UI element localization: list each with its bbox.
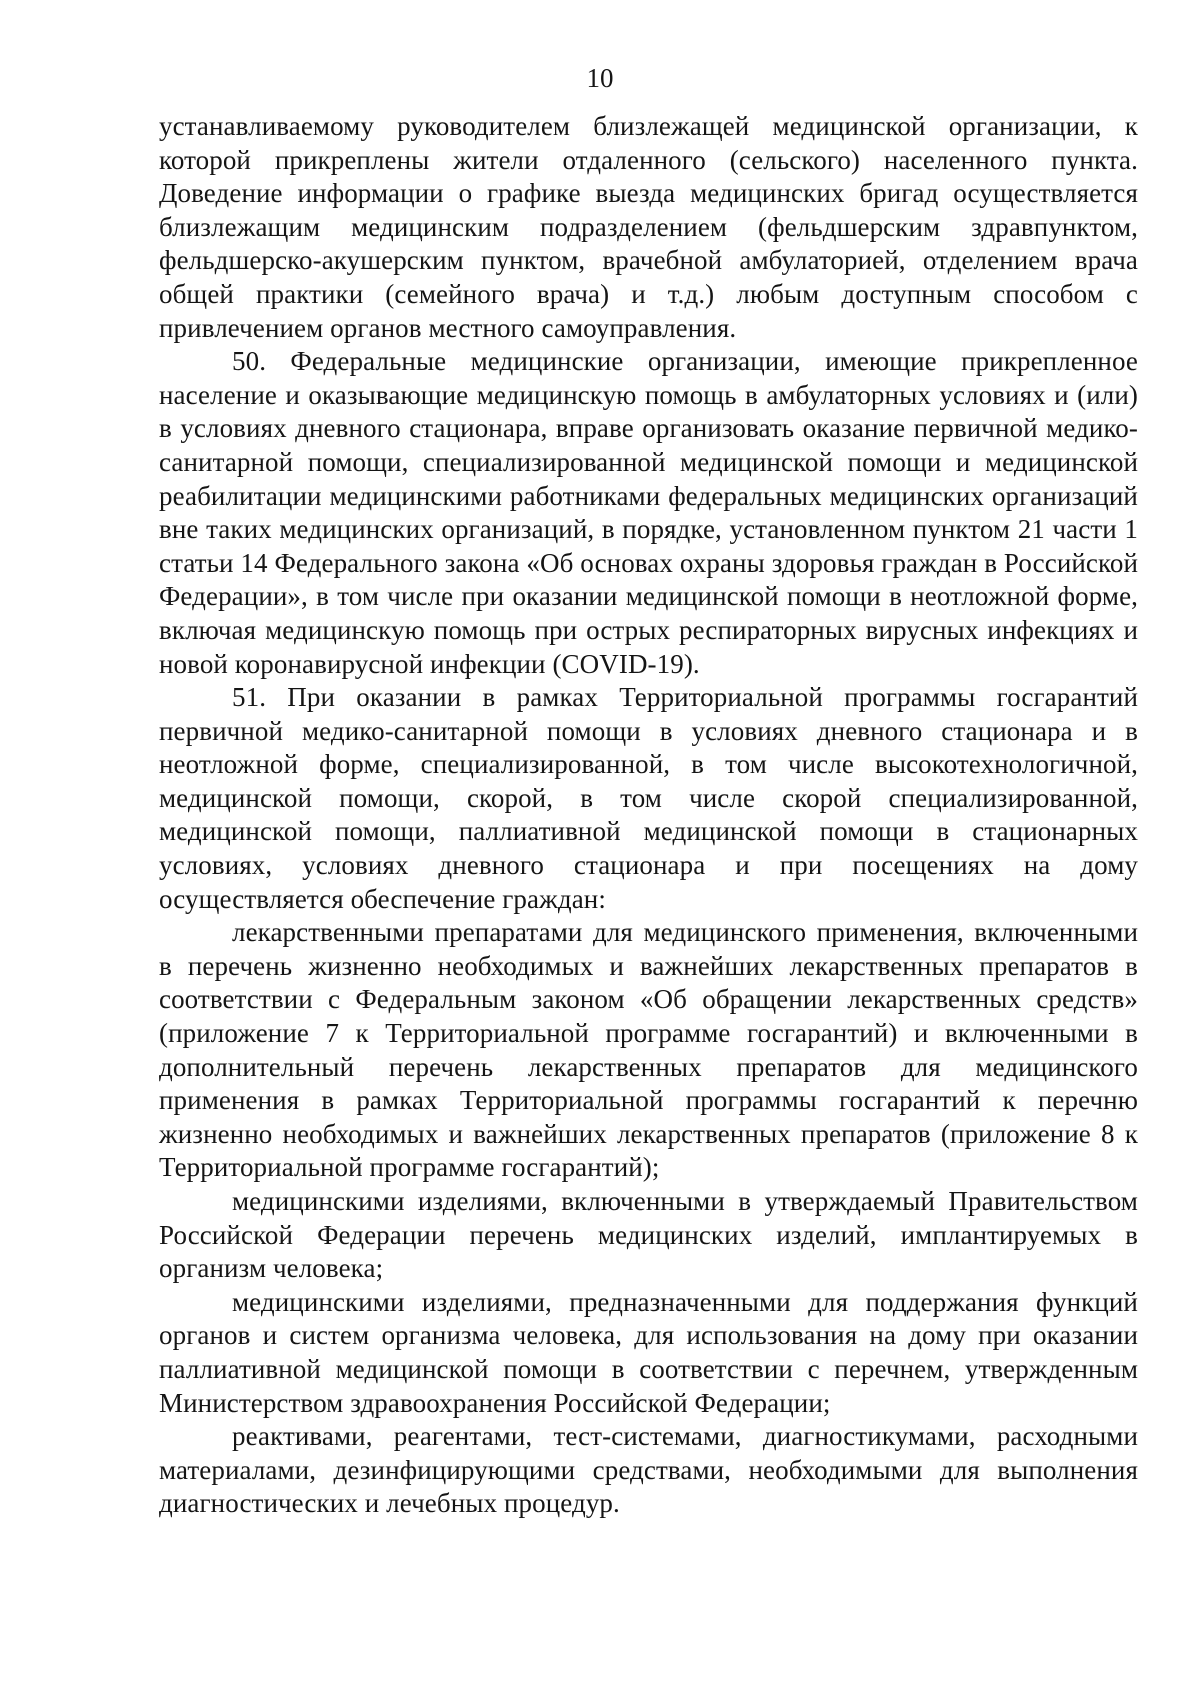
list-item-reagents: реактивами, реагентами, тест-системами, диагностикумами, расходными материалами, дезинфицирующими средствами, необходимыми для выполнения диагностических и лечебных процедур. <box>159 1421 1138 1519</box>
document-body <box>159 110 1138 1521</box>
list-item-implants: медицинскими изделиями, включенными в утверждаемый Правительством Российской Федерации перечень медицинских изделий, имплантируемых в организм человека; <box>159 1186 1138 1284</box>
paragraph-continuation: устанавливаемому руководителем близлежащей медицинской организации, к которой прикреплены жители отдаленного (сельского) населенного пункта. Доведение информации о графике выезда медицинских бригад осуществляется близлежащим медицинским подразделением (фельдшерским здравпунктом, фельдшерско-акушерским пунктом, врачебной амбулаторией, отделением врача общей практики (семейного врача) и т.д.) любым доступным способом с привлечением органов местного самоуправления. <box>159 111 1138 343</box>
paragraph-51: 51. При оказании в рамках Территориальной программы госгарантий первичной медико-санитарной помощи в условиях дневного стационара и в неотложной форме, специализированной, в том числе высокотехнологичной, медицинской помощи, скорой, в том числе скорой специализированной, медицинской помощи, паллиативной медицинской помощи в стационарных условиях, условиях дневного стационара и при посещениях на дому осуществляется обеспечение граждан: <box>159 682 1138 914</box>
paragraph-50: 50. Федеральные медицинские организации, имеющие прикрепленное население и оказывающие медицинскую помощь в амбулаторных условиях и (или) в условиях дневного стационара, вправе организовать оказание первичной медико-санитарной помощи, специализированной медицинской помощи и медицинской реабилитации медицинскими работниками федеральных медицинских организаций вне таких медицинских организаций, в порядке, установленном пунктом 21 части 1 статьи 14 Федерального закона «Об основах охраны здоровья граждан в Российской Федерации», в том числе при оказании медицинской помощи в неотложной форме, включая медицинскую помощь при острых респираторных вирусных инфекциях и новой коронавирусной инфекции (COVID-19). <box>159 346 1138 679</box>
list-item-drugs: лекарственными препаратами для медицинского применения, включенными в перечень жизненно необходимых и важнейших лекарственных препаратов в соответствии с Федеральным законом «Об обращении лекарственных средств» (приложение 7 к Территориальной программе госгарантий) и включенными в дополнительный перечень лекарственных препаратов для медицинского применения в рамках Территориальной программы госгарантий к перечню жизненно необходимых и важнейших лекарственных препаратов (приложение 8 к Территориальной программе госгарантий); <box>159 917 1138 1183</box>
list-item-home-devices: медицинскими изделиями, предназначенными для поддержания функций органов и систем организма человека, для использования на дому при оказании паллиативной медицинской помощи в соответствии с перечнем, утвержденным Министерством здравоохранения Российской Федерации; <box>159 1286 1138 1418</box>
page-number: 10 <box>586 63 614 93</box>
